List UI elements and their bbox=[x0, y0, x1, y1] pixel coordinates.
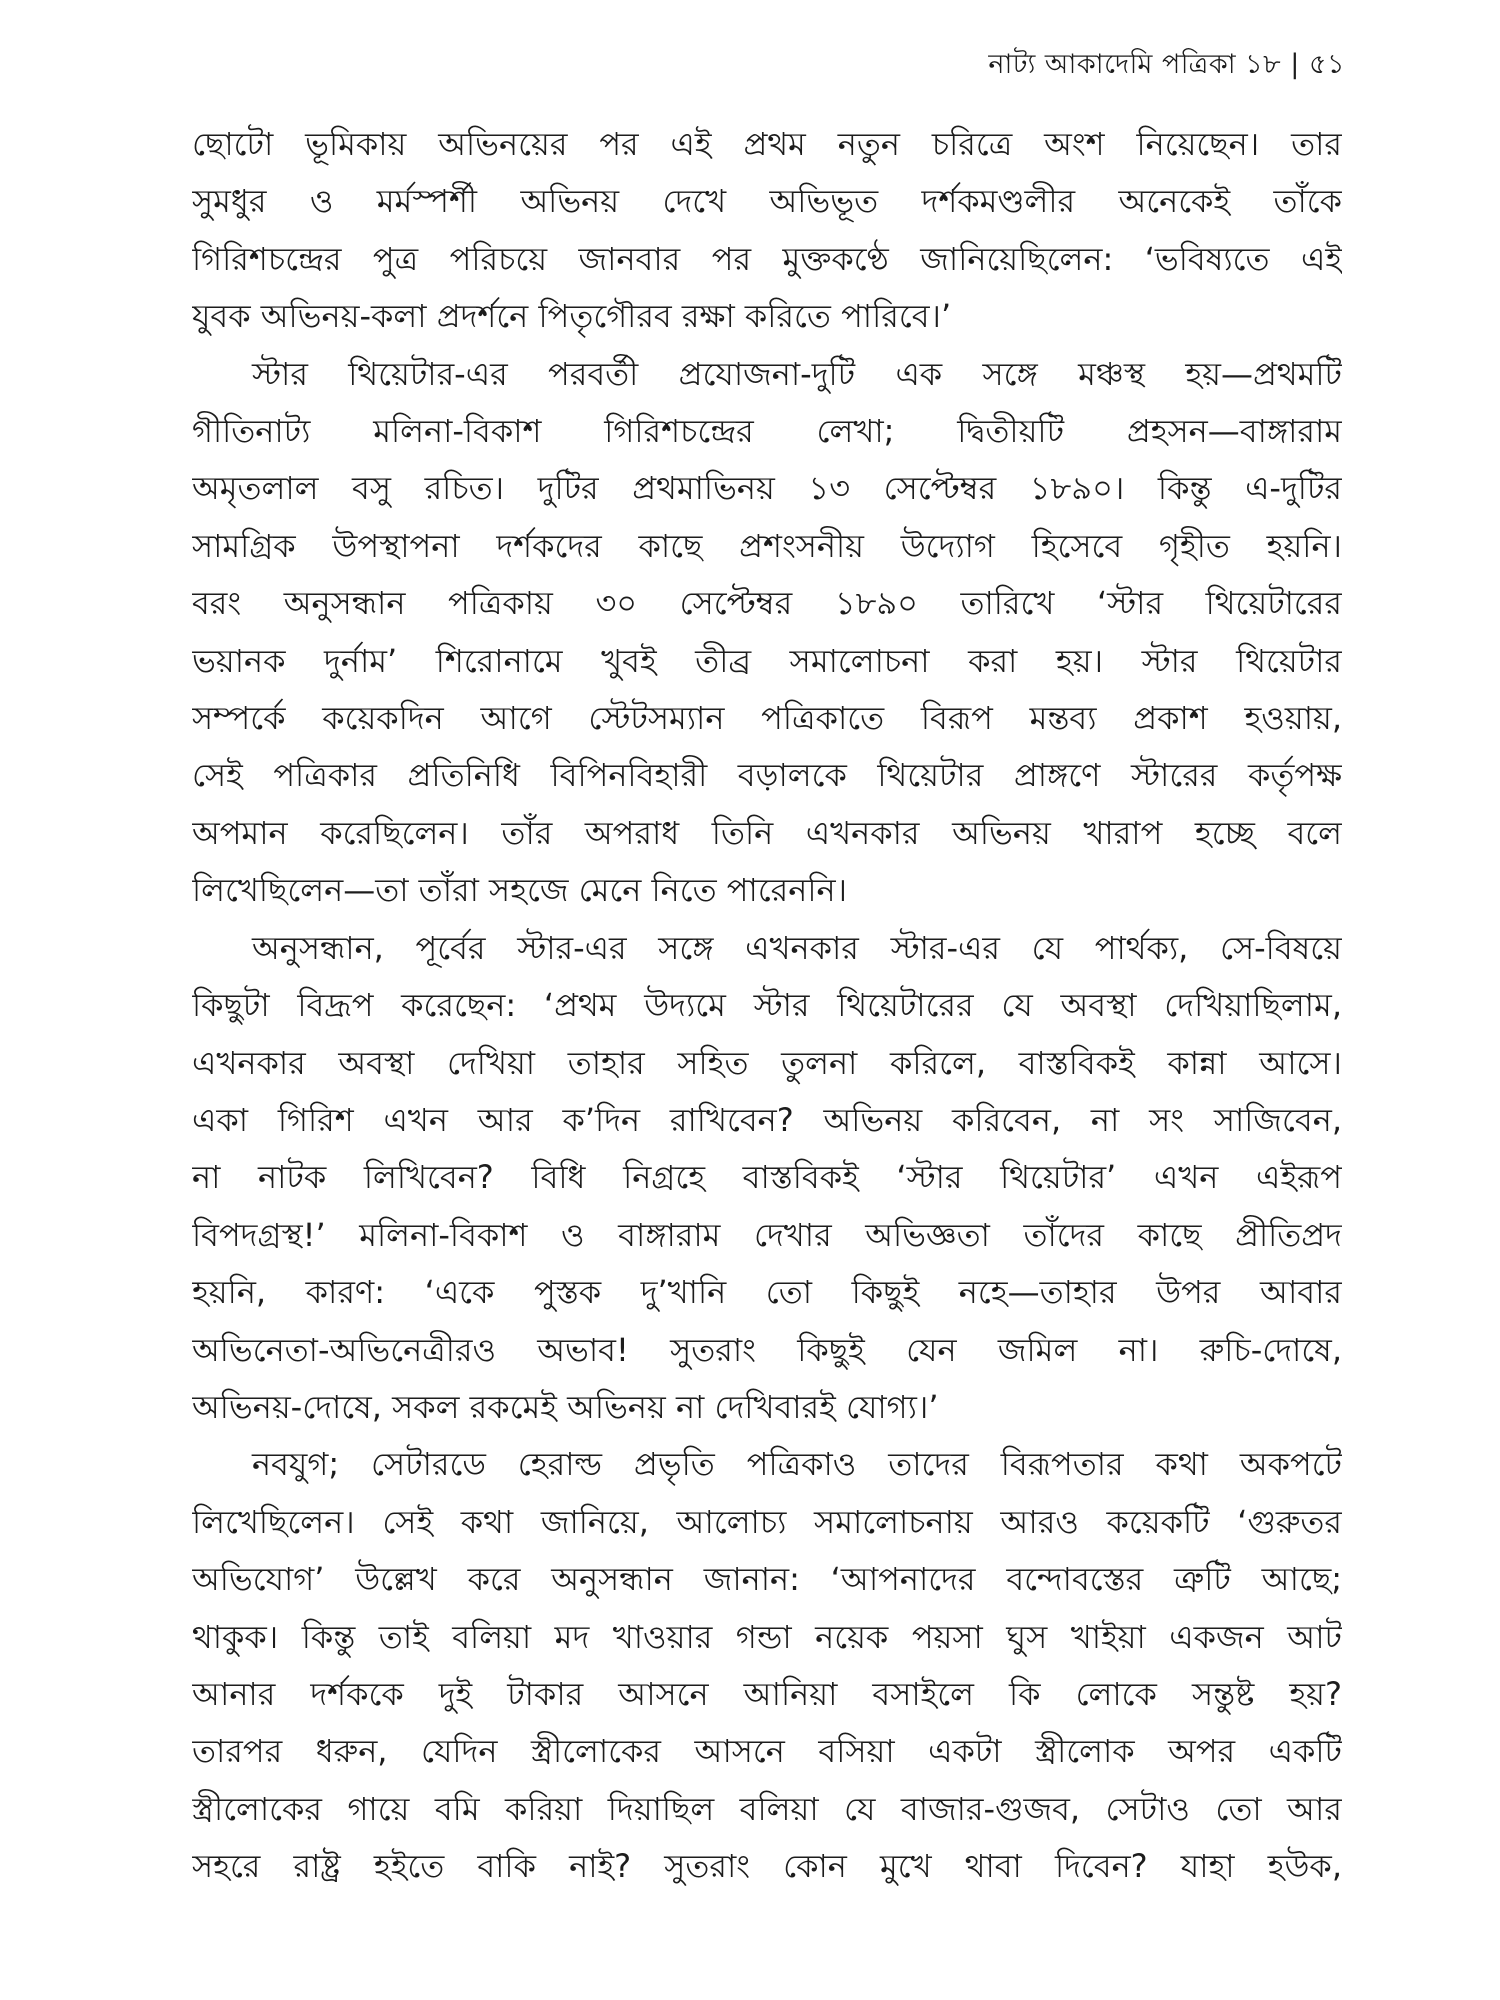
body-line: তারপর ধরুন, যেদিন স্ত্রীলোকের আসনে বসিয়া একটা স্ত্রীলোক অপর একটি bbox=[192, 1732, 1342, 1771]
body-line: স্ত্রীলোকের গায়ে বমি করিয়া দিয়াছিল বলিয়া যে বাজার-গুজব, সেটাও তো আর bbox=[192, 1789, 1342, 1828]
body-line: হয়নি, কারণ: ‘একে পুস্তক দু’খানি তো কিছুই নহে—তাহার উপর আবার bbox=[192, 1273, 1342, 1312]
body-line: নবযুগ; সেটারডে হেরাল্ড প্রভৃতি পত্রিকাও তাদের বিরূপতার কথা অকপটে bbox=[252, 1445, 1342, 1484]
body-line: ছোটো ভূমিকায় অভিনয়ের পর এই প্রথম নতুন চরিত্রে অংশ নিয়েছেন। তার bbox=[192, 125, 1342, 163]
body-line: আনার দর্শককে দুই টাকার আসনে আনিয়া বসাইলে কি লোকে সন্তুষ্ট হয়? bbox=[192, 1674, 1342, 1713]
body-line: অভিযোগ’ উল্লেখ করে অনুসন্ধান জানান: ‘আপনাদের বন্দোবস্তের ত্রুটি আছে; bbox=[192, 1560, 1342, 1599]
body-line: সুমধুর ও মর্মস্পর্শী অভিনয় দেখে অভিভূত দর্শকমণ্ডলীর অনেকেই তাঁকে bbox=[192, 182, 1342, 221]
body-line: গীতিনাট্য মলিনা-বিকাশ গিরিশচন্দ্রের লেখা; দ্বিতীয়টি প্রহসন—বাঙ্গারাম bbox=[192, 412, 1342, 451]
body-line: এখনকার অবস্থা দেখিয়া তাহার সহিত তুলনা করিলে, বাস্তবিকই কান্না আসে। bbox=[192, 1043, 1342, 1082]
body-line: লিখেছিলেন—তা তাঁরা সহজে মেনে নিতে পারেননি। bbox=[192, 871, 848, 910]
body-line: অমৃতলাল বসু রচিত। দুটির প্রথমাভিনয় ১৩ সেপ্টেম্বর ১৮৯০। কিন্তু এ-দুটির bbox=[192, 469, 1342, 508]
body-line: স্টার থিয়েটার-এর পরবর্তী প্রযোজনা-দুটি এক সঙ্গে মঞ্চস্থ হয়—প্রথমটি bbox=[252, 354, 1342, 393]
body-line: বরং অনুসন্ধান পত্রিকায় ৩০ সেপ্টেম্বর ১৮৯০ তারিখে ‘স্টার থিয়েটারের bbox=[192, 584, 1342, 623]
body-line: অপমান করেছিলেন। তাঁর অপরাধ তিনি এখনকার অভিনয় খারাপ হচ্ছে বলে bbox=[192, 813, 1342, 852]
running-header: নাট্য আকাদেমি পত্রিকা ১৮ | ৫১ bbox=[988, 49, 1345, 80]
body-line: যুবক অভিনয়-কলা প্রদর্শনে পিতৃগৌরব রক্ষা করিতে পারিবে।’ bbox=[192, 297, 952, 336]
body-line: বিপদগ্রস্থ!’ মলিনা-বিকাশ ও বাঙ্গারাম দেখার অভিজ্ঞতা তাঁদের কাছে প্রীতিপ্রদ bbox=[192, 1215, 1342, 1254]
body-line: অনুসন্ধান, পূর্বের স্টার-এর সঙ্গে এখনকার স্টার-এর যে পার্থক্য, সে-বিষয়ে bbox=[252, 928, 1342, 967]
body-line: লিখেছিলেন। সেই কথা জানিয়ে, আলোচ্য সমালোচনায় আরও কয়েকটি ‘গুরুতর bbox=[192, 1502, 1342, 1541]
body-line: অভিনেতা-অভিনেত্রীরও অভাব! সুতরাং কিছুই যেন জমিল না। রুচি-দোষে, bbox=[192, 1330, 1342, 1369]
body-line: কিছুটা বিদ্রূপ করেছেন: ‘প্রথম উদ্যমে স্টার থিয়েটারের যে অবস্থা দেখিয়াছিলাম, bbox=[192, 986, 1342, 1025]
body-line: ভয়ানক দুর্নাম’ শিরোনামে খুবই তীব্র সমালোচনা করা হয়। স্টার থিয়েটার bbox=[192, 641, 1342, 680]
body-line: একা গিরিশ এখন আর ক’দিন রাখিবেন? অভিনয় করিবেন, না সং সাজিবেন, bbox=[192, 1100, 1342, 1139]
body-text bbox=[192, 116, 1342, 1896]
body-line: সম্পর্কে কয়েকদিন আগে স্টেটসম্যান পত্রিকাতে বিরূপ মন্তব্য প্রকাশ হওয়ায়, bbox=[192, 699, 1342, 738]
body-line: সহরে রাষ্ট্র হইতে বাকি নাই? সুতরাং কোন মুখে থাবা দিবেন? যাহা হউক, bbox=[192, 1847, 1342, 1886]
body-line: থাকুক। কিন্তু তাই বলিয়া মদ খাওয়ার গন্ডা নয়েক পয়সা ঘুস খাইয়া একজন আট bbox=[192, 1617, 1342, 1656]
body-line: সামগ্রিক উপস্থাপনা দর্শকদের কাছে প্রশংসনীয় উদ্যোগ হিসেবে গৃহীত হয়নি। bbox=[192, 526, 1342, 565]
body-line: গিরিশচন্দ্রের পুত্র পরিচয়ে জানবার পর মুক্তকণ্ঠে জানিয়েছিলেন: ‘ভবিষ্যতে এই bbox=[192, 239, 1342, 278]
body-line: সেই পত্রিকার প্রতিনিধি বিপিনবিহারী বড়ালকে থিয়েটার প্রাঙ্গণে স্টারের কর্তৃপক্ষ bbox=[192, 756, 1342, 795]
body-line: অভিনয়-দোষে, সকল রকমেই অভিনয় না দেখিবারই যোগ্য।’ bbox=[192, 1387, 939, 1426]
body-line: না নাটক লিখিবেন? বিধি নিগ্রহে বাস্তবিকই ‘স্টার থিয়েটার’ এখন এইরূপ bbox=[192, 1158, 1342, 1197]
